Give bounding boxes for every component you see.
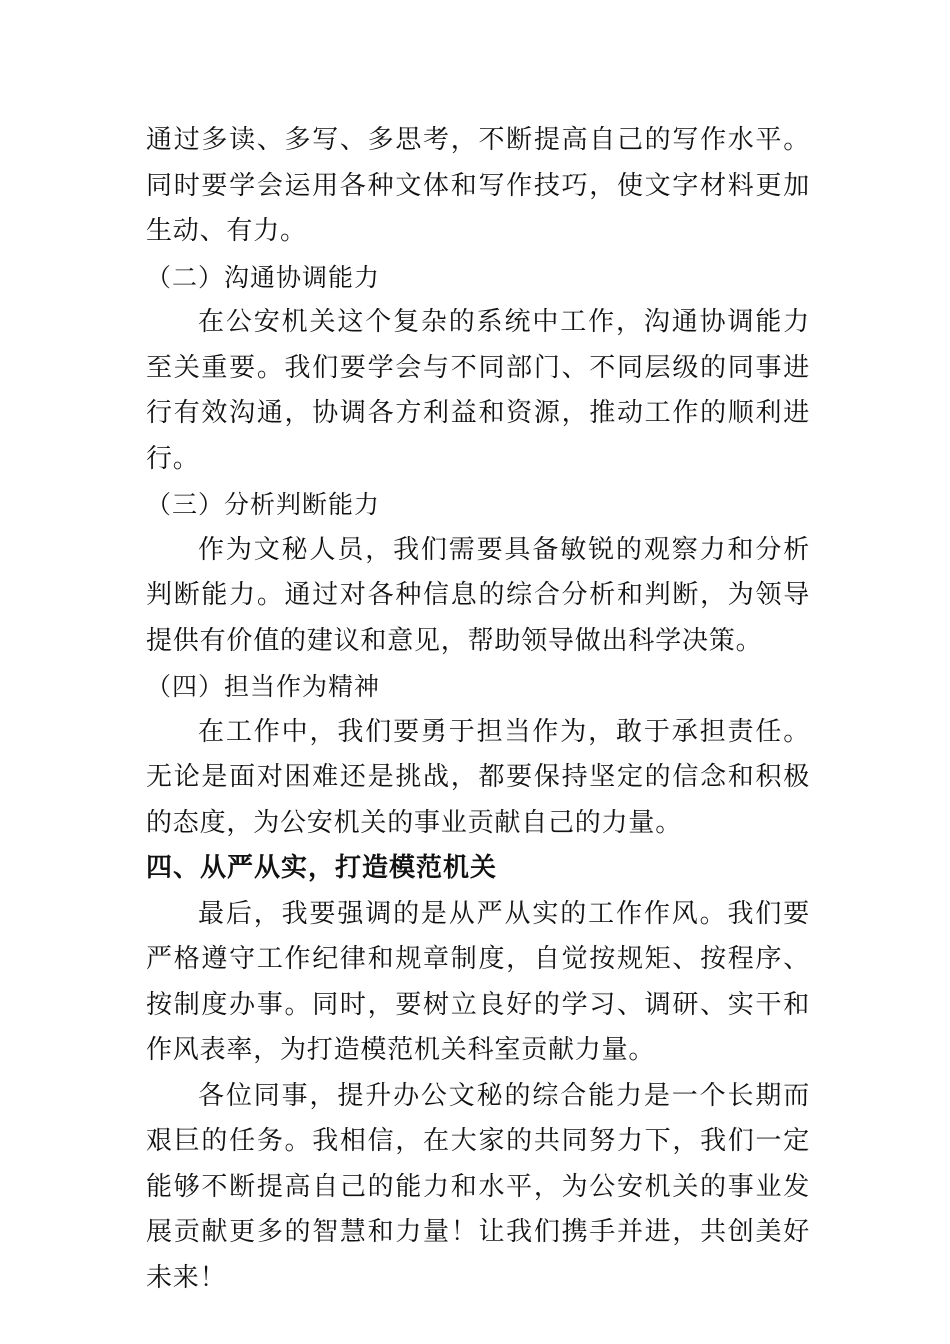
- body-paragraph: 最后，我要强调的是从严从实的工作作风。我们要严格遵守工作纪律和规章制度，自觉按规矩、按程序、按制度办事。同时，要树立良好的学习、调研、实干和作风表率，为打造模范机关科室贡献力量。: [146, 898, 810, 1065]
- subheading-analysis: （三）分析判断能力: [146, 490, 381, 519]
- document-body: [146, 118, 810, 1301]
- body-paragraph: 在工作中，我们要勇于担当作为，敢于承担责任。无论是面对困难还是挑战，都要保持坚定的信念和积极的态度，为公安机关的事业贡献自己的力量。: [146, 716, 810, 838]
- body-paragraph: 在公安机关这个复杂的系统中工作，沟通协调能力至关重要。我们要学会与不同部门、不同层级的同事进行有效沟通，协调各方利益和资源，推动工作的顺利进行。: [146, 307, 810, 474]
- section-heading: 四、从严从实，打造模范机关: [146, 853, 498, 883]
- body-paragraph: 作为文秘人员，我们需要具备敏锐的观察力和分析判断能力。通过对各种信息的综合分析和判断，为领导提供有价值的建议和意见，帮助领导做出科学决策。: [146, 534, 810, 656]
- body-paragraph: 通过多读、多写、多思考，不断提高自己的写作水平。同时要学会运用各种文体和写作技巧，使文字材料更加生动、有力。: [146, 125, 810, 246]
- closing-paragraph: 各位同事，提升办公文秘的综合能力是一个长期而艰巨的任务。我相信，在大家的共同努力下，我们一定能够不断提高自己的能力和水平，为公安机关的事业发展贡献更多的智慧和力量！让我们携手并进，共创美好未来！: [146, 1080, 810, 1293]
- subheading-responsibility: （四）担当作为精神: [146, 672, 381, 701]
- subheading-communication: （二）沟通协调能力: [146, 262, 381, 292]
